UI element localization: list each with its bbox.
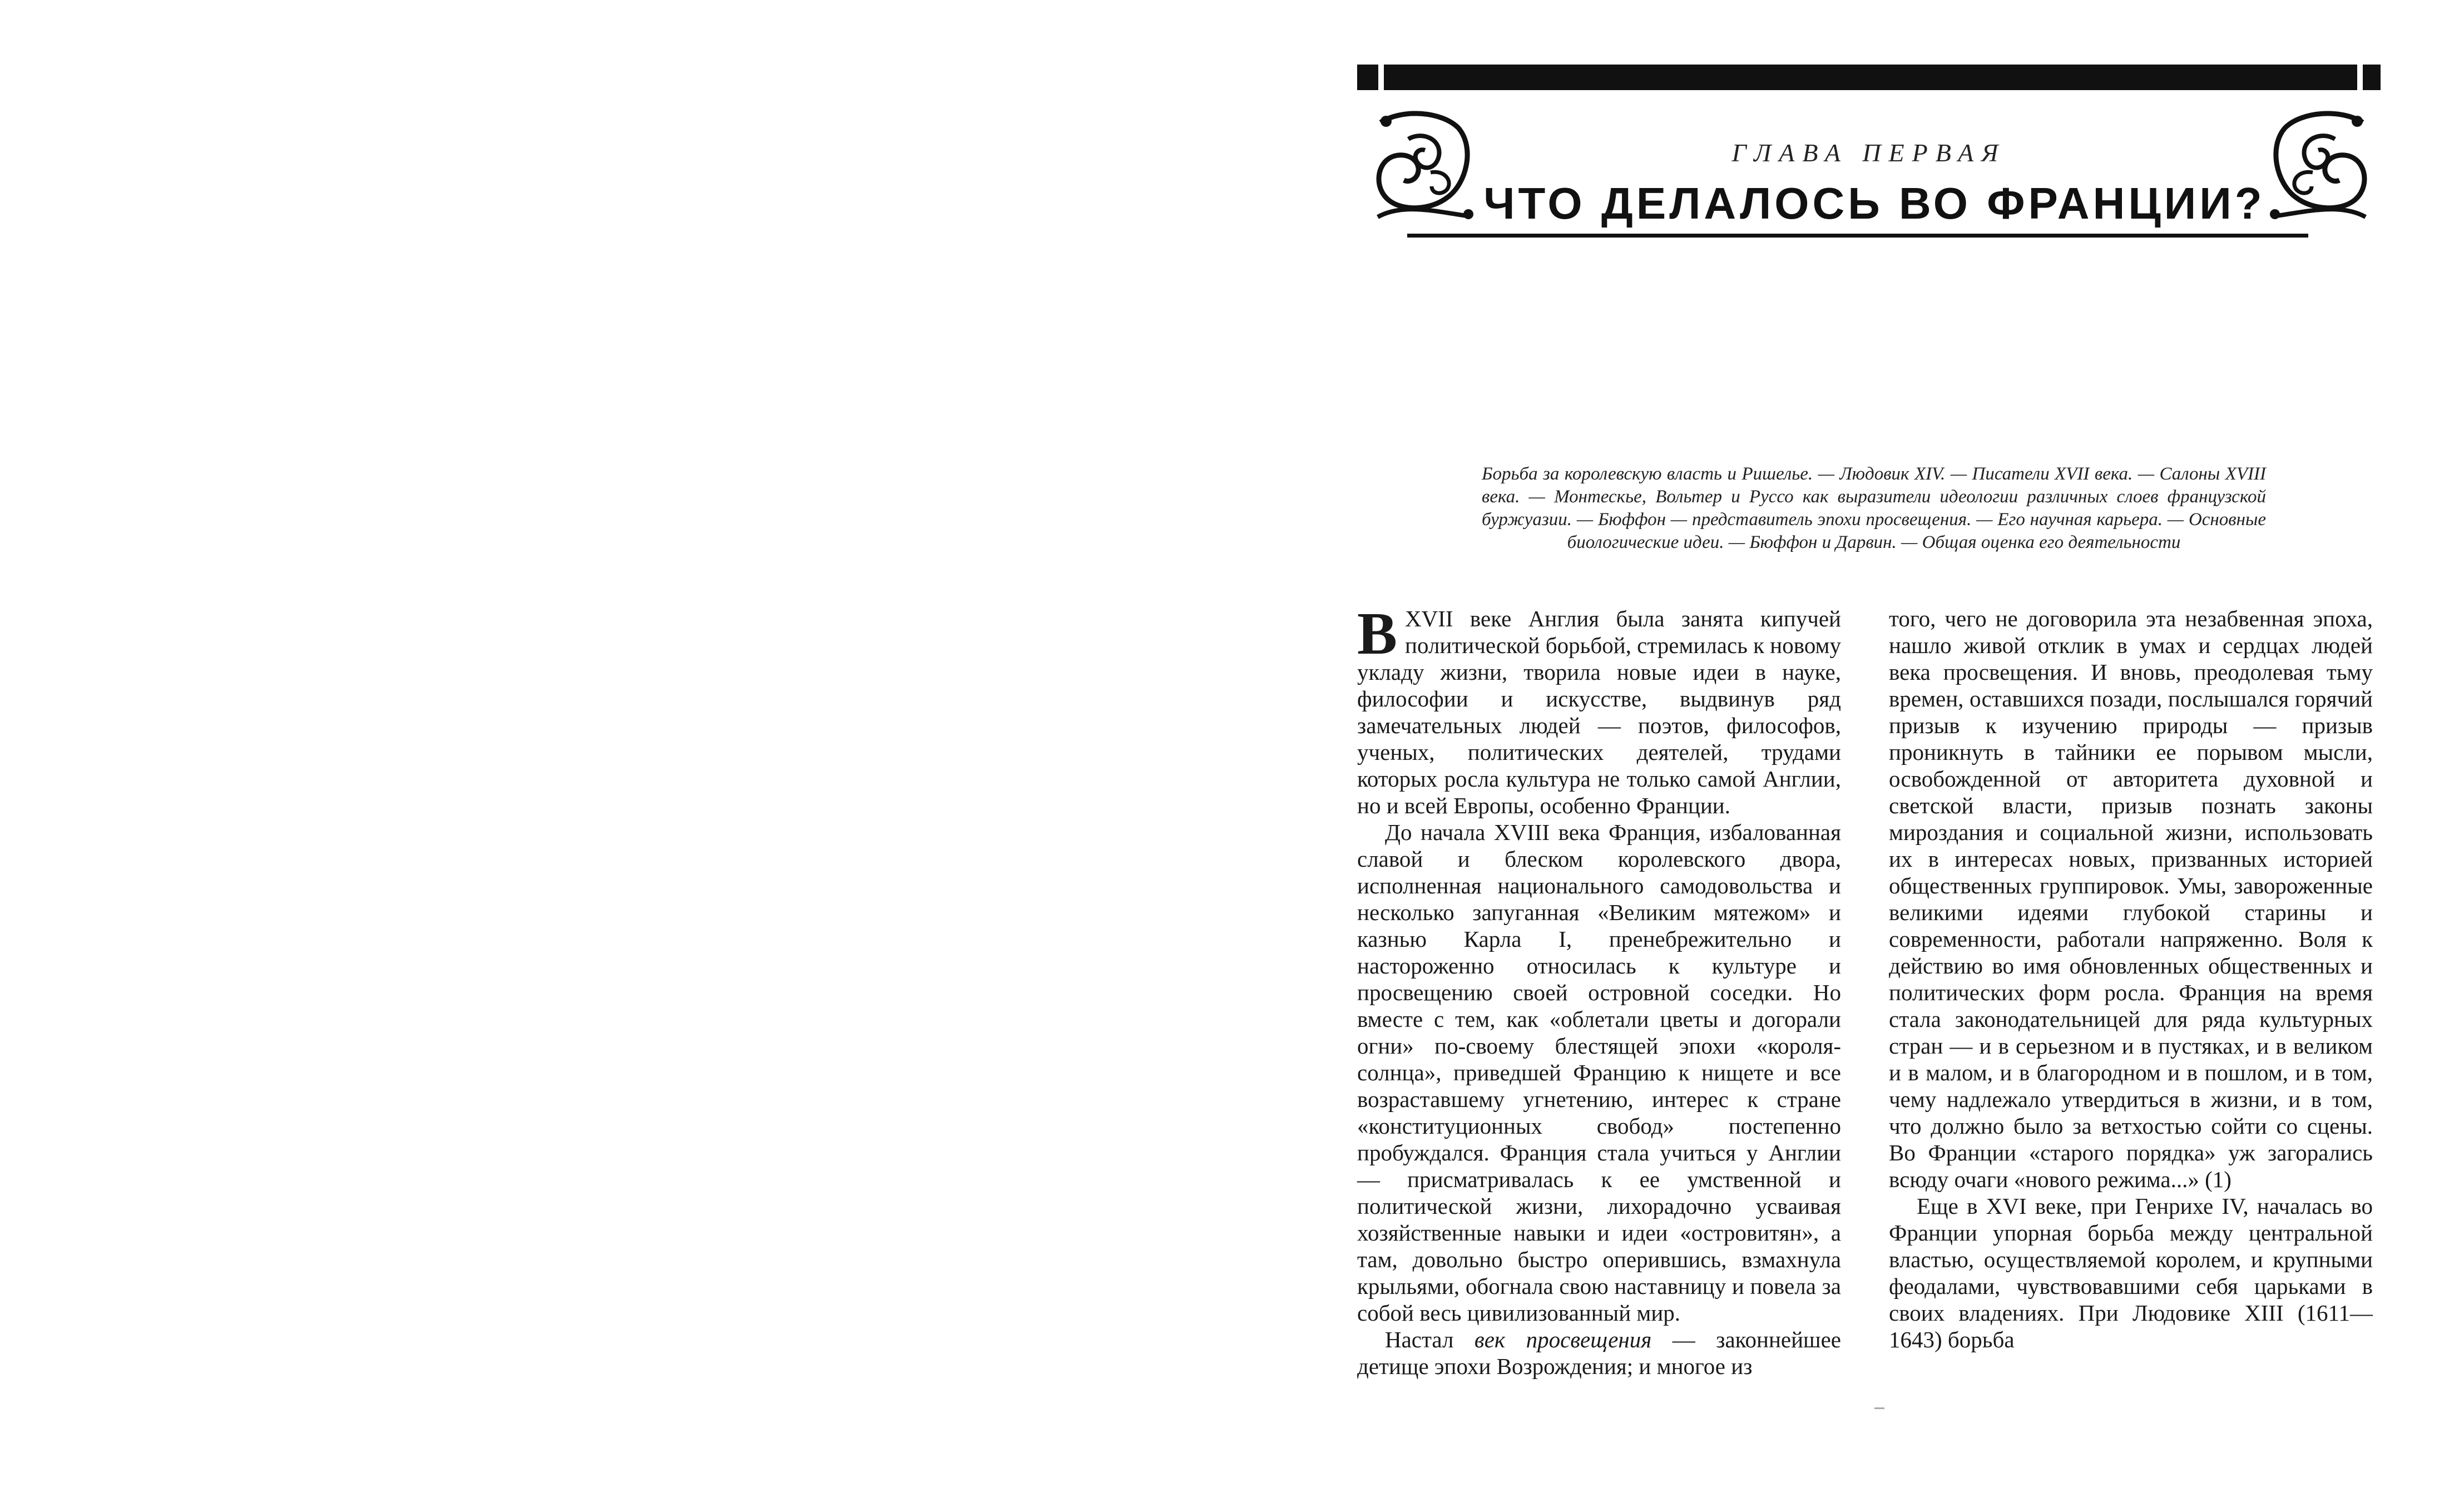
paragraph-text: Настал bbox=[1385, 1327, 1475, 1352]
chapter-title: ЧТО ДЕЛАЛОСЬ ВО ФРАНЦИИ? bbox=[1483, 179, 2265, 228]
print-mark bbox=[1874, 1407, 1884, 1409]
paragraph bbox=[1357, 1326, 1841, 1380]
paragraph: До начала XVIII века Франция, избалованная славой и блеском королевского двора, исполненная национального самодовольства и несколько запуганная «Великим мятежом» и казнью Карла I, пренебрежительно и настороженно относилась к культуре и просвещению своей островной соседки. Но вместе с тем, как «облетали цветы и догорали огни» по-своему блестящей эпохи «короля-солнца», приведшей Францию к нищете и все возраставшему угнетению, интерес к стране «конституционных свобод» постепенно пробуждался. Франция стала учиться у Англии — присматривалась к ее умственной и политической жизни, лихорадочно усваивая хозяйственные навыки и идеи «островитян», а там, довольно быстро оперившись, взмахнула крыльями, обогнала свою наставницу и повела за собой весь цивилизованный мир. bbox=[1357, 819, 1841, 1326]
text-column-left bbox=[1357, 601, 1841, 1380]
emphasis-text: век просвещения bbox=[1474, 1327, 1652, 1352]
paragraph-text: XVII веке Англия была занята кипучей политической борьбой, стремилась к новому укладу жизни, творила новые идеи в науке, философии и искусстве, выдвинув ряд замечательных людей — поэтов, философов, ученых, политических деятелей, трудами которых росла культура не только самой Англии, но и всей Европы, особенно Франции. bbox=[1357, 606, 1841, 818]
leaf-ornament-left-icon bbox=[1369, 106, 1481, 223]
text-column-right bbox=[1889, 605, 2373, 1353]
paragraph: того, чего не договорила эта незабвенная эпоха, нашло живой отклик в умах и сердцах людей века просвещения. И вновь, преодолевая тьму времен, оставшихся позади, послышался горячий призыв к изучению природы — призыв проникнуть в тайники ее порывом мысли, освобожденной от авторитета духовной и светской власти, призыв познать законы мироздания и социальной жизни, использовать их в интересах новых, призванных историей общественных группировок. Умы, завороженные великими идеями глубокой старины и современности, работали напряженно. Воля к действию во имя обновленных общественных и политических форм росла. Франция на время стала законодательницей для ряда культурных стран — и в серьезном и в пустяках, и в великом и в малом, и в благородном и в пошлом, и в том, чему надлежало утвердиться в жизни, и в том, что должно было за ветхостью сойти со сцены. Во Франции «старого порядка» уж загорались всюду очаги «нового режима...» (1) bbox=[1889, 606, 2373, 1192]
leaf-ornament-right-icon bbox=[2263, 106, 2374, 223]
paragraph: Еще в XVI веке, при Генрихе IV, началась во Франции упорная борьба между центральной властью, осуществляемой королем, и крупными феодалами, чувствовавшими себя царьками в своих владениях. При Людовике XIII (1611—1643) борьба bbox=[1889, 1193, 2373, 1352]
header-rule-notch-right bbox=[2357, 65, 2363, 90]
paragraph-text: — законнейшее детище эпохи Возрождения; и многое из bbox=[1357, 1327, 1841, 1379]
chapter-summary: Борьба за королевскую власть и Ришелье. — Людовик XIV. — Писатели XVII века. — Салоны XVIII века. — Монтескье, Вольтер и Руссо как выразители идеологии различных слоев французской буржуазии. — Бюффон — представитель эпохи просвещения. — Его научная карьера. — Основные биологические идеи. — Бюффон и Дарвин. — Общая оценка его деятельности bbox=[1482, 464, 2266, 552]
chapter-label: ГЛАВА ПЕРВАЯ bbox=[1731, 139, 2006, 167]
paragraph bbox=[1357, 601, 1841, 819]
header-rule-notch-left bbox=[1378, 65, 1384, 90]
header-rule bbox=[1357, 65, 2381, 90]
drop-cap: В bbox=[1357, 601, 1398, 667]
